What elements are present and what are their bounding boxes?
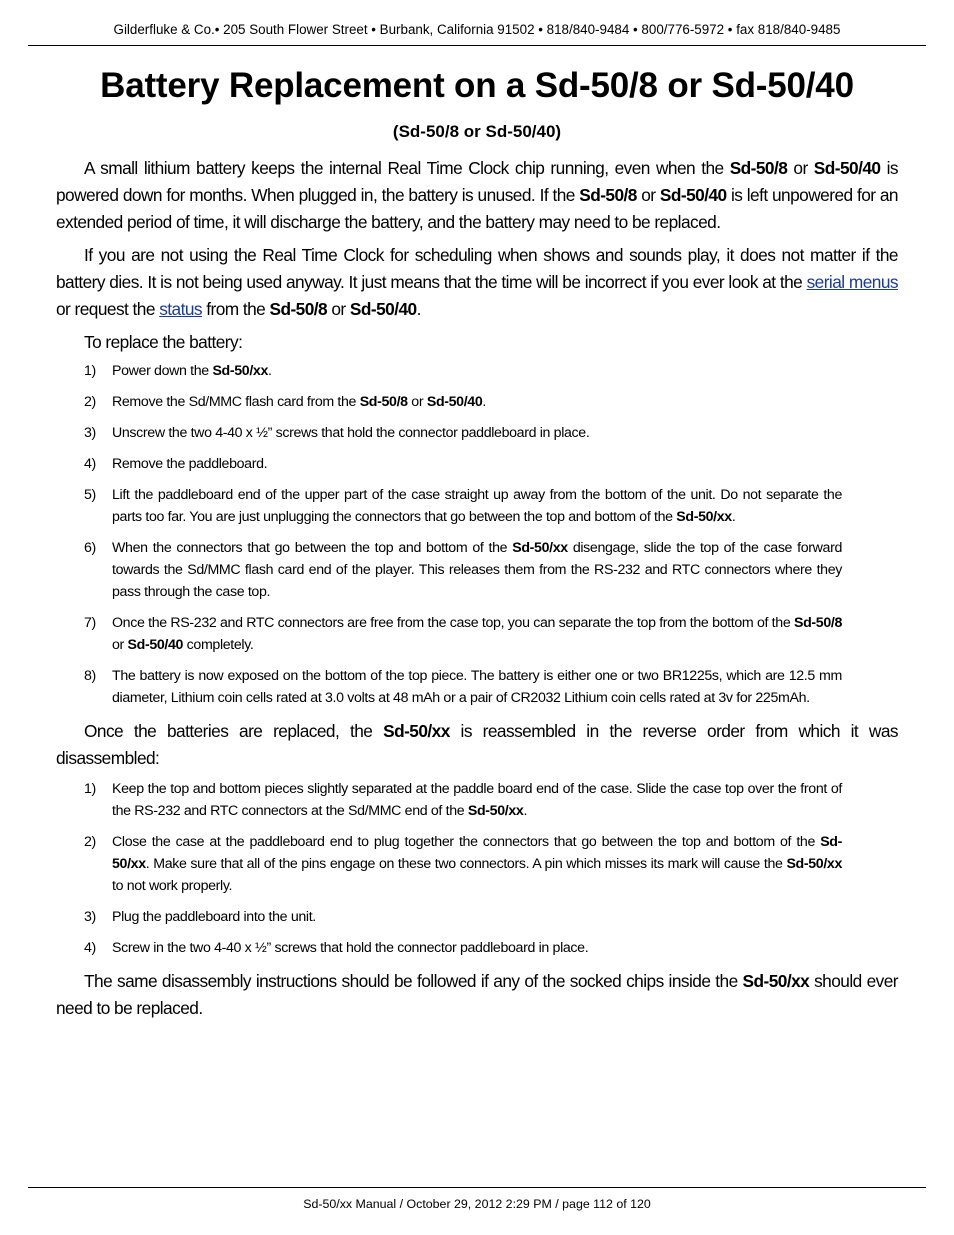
step-text: Close the case at the paddleboard end to plug together the connectors that go between the top and bottom of the Sd-50/xx. Make sure that all of the pins engage on these two connectors. A pin which misses its mark will cause the Sd-50/xx to not work properly.	[112, 834, 842, 894]
page-subtitle: (Sd-50/8 or Sd-50/40)	[392, 122, 562, 141]
list-item	[56, 612, 898, 656]
text-run: If you are not using the Real Time Clock for scheduling when shows and sounds play, it does not matter if the battery dies. It is not being used anyway. It just means that the time will be incorrect if you ever look at the	[56, 245, 898, 292]
product-name: Sd-50/8	[729, 158, 788, 178]
list-item	[56, 937, 898, 959]
product-name: Sd-50/8	[269, 299, 328, 319]
step-number: 2)	[84, 834, 96, 850]
header-rule	[28, 45, 926, 46]
text-run: or	[327, 299, 350, 319]
list-item	[56, 360, 898, 382]
text-run: or request the	[56, 299, 160, 319]
step-text: Remove the Sd/MMC flash card from the Sd-50/8 or Sd-50/40.	[112, 394, 486, 410]
text-run: or	[787, 158, 814, 178]
step-number: 4)	[84, 940, 96, 956]
step-number: 3)	[84, 425, 96, 441]
list-item	[56, 391, 898, 413]
text-run: .	[416, 299, 421, 319]
intro-paragraph	[56, 155, 898, 236]
step-number: 2)	[84, 394, 96, 410]
product-name: Sd-50/40	[349, 299, 417, 319]
text-run: is reassembled in the reverse order from which it was disassembled:	[56, 721, 898, 768]
step-text: Power down the Sd-50/xx.	[112, 363, 272, 379]
reassembly-paragraph	[56, 718, 898, 772]
page-title: Battery Replacement on a Sd-50/8 or Sd-50/40	[100, 66, 854, 105]
steps-intro: To replace the battery:	[84, 332, 243, 352]
text-run: A small lithium battery keeps the internal Real Time Clock chip running, even when the	[84, 158, 730, 178]
text-run: from the	[202, 299, 270, 319]
serial-menus-link[interactable]: serial menus	[806, 272, 898, 292]
text-run: The same disassembly instructions should be followed if any of the socked chips inside the	[84, 971, 743, 991]
page-header: Gilderfluke & Co.• 205 South Flower Street • Burbank, California 91502 • 818/840-9484 • 800/776-5972 • fax 818/840-9485	[113, 22, 841, 37]
step-number: 3)	[84, 909, 96, 925]
product-name: Sd-50/xx	[742, 971, 810, 991]
text-run: is powered down for months. When plugged in, the battery is unused. If the	[56, 158, 898, 205]
step-number: 1)	[84, 781, 96, 797]
product-name: Sd-50/40	[813, 158, 881, 178]
step-number: 8)	[84, 668, 96, 684]
step-number: 4)	[84, 456, 96, 472]
list-item	[56, 906, 898, 928]
list-item	[56, 453, 898, 475]
step-number: 7)	[84, 615, 96, 631]
product-name: Sd-50/8	[579, 185, 637, 205]
text-run: or	[636, 185, 660, 205]
step-text: Unscrew the two 4-40 x ½” screws that hold the connector paddleboard in place.	[112, 425, 590, 441]
product-name: Sd-50/xx	[383, 721, 450, 741]
step-number: 6)	[84, 540, 96, 556]
step-number: 1)	[84, 363, 96, 379]
step-text: Keep the top and bottom pieces slightly separated at the paddle board end of the case. Slide the case top over the front of the RS-232 and RTC connectors at the Sd/MMC end of the Sd-50/xx.	[112, 781, 842, 819]
step-text: Lift the paddleboard end of the upper part of the case straight up away from the bottom of the unit. Do not separate the parts too far. You are just unplugging the connectors that go between the top and bottom of the Sd-50/xx.	[112, 487, 842, 525]
text-run: Once the batteries are replaced, the	[84, 721, 384, 741]
list-item	[56, 778, 898, 822]
page-footer: Sd-50/xx Manual / October 29, 2012 2:29 PM / page 112 of 120	[303, 1197, 651, 1211]
product-name: Sd-50/40	[659, 185, 727, 205]
status-link[interactable]: status	[159, 299, 202, 319]
list-item	[56, 537, 898, 603]
step-text: The battery is now exposed on the bottom of the top piece. The battery is either one or two BR1225s, which are 12.5 mm diameter, Lithium coin cells rated at 3.0 volts at 48 mAh or a pair of CR2032 Lithium coin cells rated at 3v for 225mAh.	[112, 668, 842, 706]
list-item	[56, 831, 898, 897]
text-run: should ever need to be replaced.	[56, 971, 898, 1018]
list-item	[56, 422, 898, 444]
document-body	[56, 155, 898, 1028]
footer-rule	[28, 1187, 926, 1188]
step-text: Plug the paddleboard into the unit.	[112, 909, 316, 925]
step-text: Screw in the two 4-40 x ½” screws that hold the connector paddleboard in place.	[112, 940, 589, 956]
list-item	[56, 484, 898, 528]
list-item	[56, 665, 898, 709]
reassembly-steps	[56, 778, 898, 959]
rtc-paragraph	[56, 242, 898, 323]
replacement-steps	[56, 360, 898, 709]
step-text: When the connectors that go between the top and bottom of the Sd-50/xx disengage, slide the top of the case forward towards the Sd/MMC flash card end of the player. This releases them from the RS-232 and RTC connectors where they pass through the case top.	[112, 540, 842, 600]
step-text: Remove the paddleboard.	[112, 456, 268, 472]
closing-paragraph	[56, 968, 898, 1022]
step-number: 5)	[84, 487, 96, 503]
step-text: Once the RS-232 and RTC connectors are free from the case top, you can separate the top from the bottom of the Sd-50/8 or Sd-50/40 completely.	[112, 615, 842, 653]
text-run: is left unpowered for an extended period of time, it will discharge the battery, and the battery may need to be replaced.	[56, 185, 898, 232]
